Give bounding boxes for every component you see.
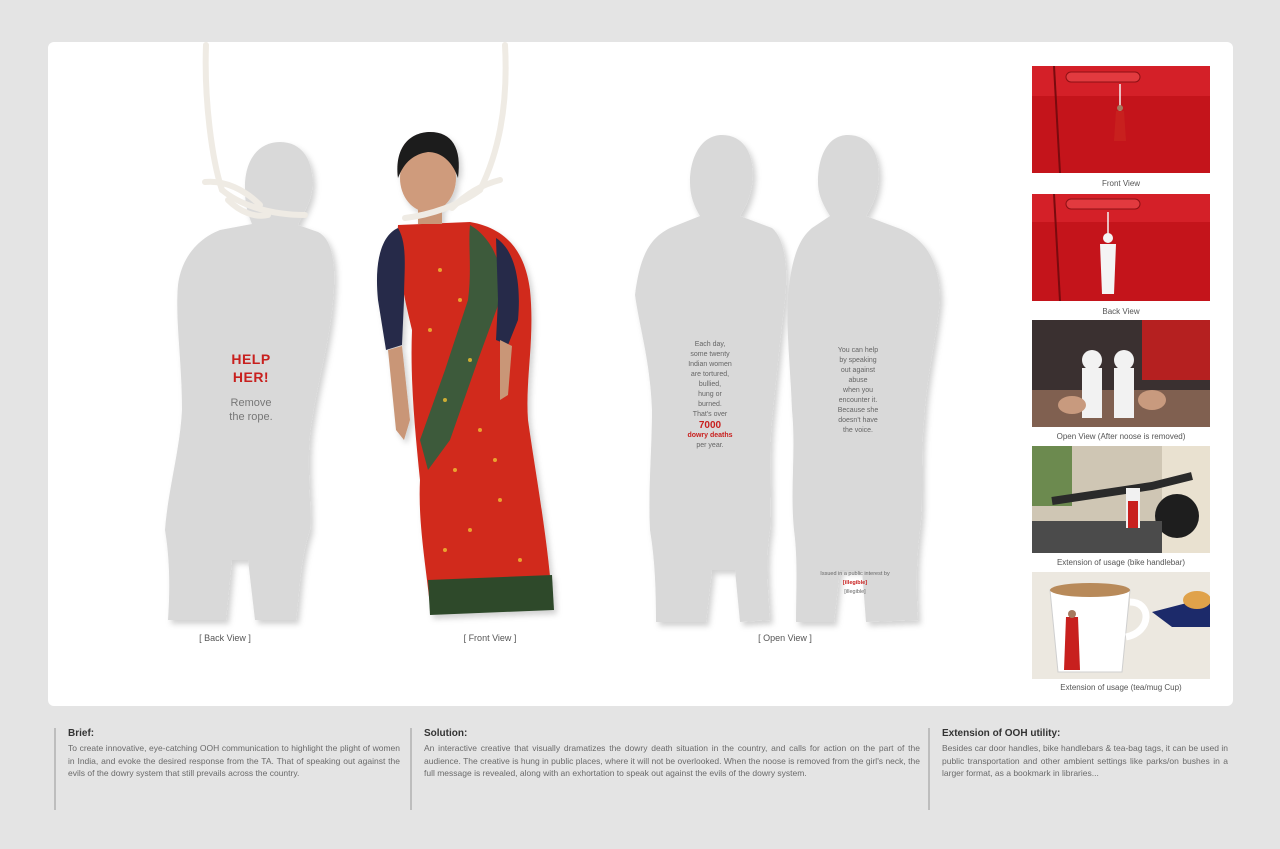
open-view-caption: [ Open View ] <box>758 633 812 643</box>
open-left-line: some twenty <box>690 351 730 358</box>
thumb-caption-open: Open View (After noose is removed) <box>1056 432 1186 441</box>
thumb-caption-cup: Extension of usage (tea/mug Cup) <box>1060 683 1182 692</box>
brief-title: Brief: <box>68 728 95 739</box>
thumb-open-view <box>1032 320 1210 427</box>
open-left-line: Each day, <box>694 341 726 348</box>
hands-open-tag-photo <box>1032 320 1210 427</box>
solution-text: An interactive creative that visually dramatizes the dowry death situation in the country, and calls for action on the part of the audience. The creative is hung in public places, where it will not be overlooked. When the noose is removed from the girl's neck, the full message is revealed, along with an exhortation to speak out against the evils of the dowry system. <box>424 743 920 778</box>
tea-cup-photo <box>1032 572 1210 679</box>
solution-section <box>410 728 920 810</box>
remove-instruction-2: the rope. <box>229 411 273 423</box>
open-right-line: You can help <box>837 347 879 354</box>
open-left-line: are tortured, <box>690 371 730 378</box>
stat-number: 7000 <box>698 420 722 431</box>
open-right-text <box>813 346 903 436</box>
thumb-bike-handlebar <box>1032 446 1210 553</box>
open-right-line: abuse <box>848 377 868 384</box>
extension-section <box>928 728 1228 810</box>
open-right-line: when you <box>843 387 873 394</box>
thumb-tea-cup <box>1032 572 1210 679</box>
back-tag-text <box>206 350 296 424</box>
car-door-back-photo <box>1032 194 1210 301</box>
stat-period: per year. <box>696 442 724 449</box>
extension-title: Extension of OOH utility: <box>942 728 1061 739</box>
brief-section <box>54 728 400 810</box>
thumb-caption-back: Back View <box>1102 307 1140 316</box>
footer-line-1: Issued in a public interest by <box>820 571 890 577</box>
car-door-red-photo <box>1032 66 1210 173</box>
footer-line-3: [illegible] <box>844 589 866 595</box>
open-left-line: burned. <box>698 401 722 408</box>
open-left-line: That's over <box>692 411 728 418</box>
open-right-line: out against <box>840 367 876 374</box>
open-left-line: bullied, <box>698 381 722 388</box>
open-right-line: by speaking <box>839 357 877 364</box>
remove-instruction-1: Remove <box>230 397 272 409</box>
extension-text: Besides car door handles, bike handlebars & tea-bag tags, it can be used in public transportation and other ambient settings like parks/on bushes in a larger format, as a bookmark in libraries... <box>942 743 1228 778</box>
front-view-woman <box>377 132 554 615</box>
thumb-caption-front: Front View <box>1101 179 1141 188</box>
open-left-text <box>665 340 755 451</box>
solution-title: Solution: <box>424 728 468 739</box>
thumb-caption-bike: Extension of usage (bike handlebar) <box>1056 558 1186 567</box>
footer-line-2: [illegible] <box>842 580 868 586</box>
open-left-line: Indian women <box>688 361 732 368</box>
open-right-line: encounter it. <box>838 397 878 404</box>
open-right-line: the voice. <box>843 427 873 434</box>
stat-label: dowry deaths <box>687 432 733 439</box>
help-headline-2: HER! <box>232 369 270 385</box>
help-headline-1: HELP <box>231 351 271 367</box>
back-view-caption: [ Back View ] <box>199 633 251 643</box>
bike-handlebar-photo <box>1032 446 1210 553</box>
open-left-line: hung or <box>698 391 722 398</box>
open-right-footer <box>800 570 910 597</box>
front-view-caption: [ Front View ] <box>463 633 517 643</box>
open-right-line: Because she <box>837 407 879 414</box>
open-right-line: doesn't have <box>838 417 878 424</box>
thumb-back-view <box>1032 194 1210 301</box>
brief-text: To create innovative, eye-catching OOH communication to highlight the plight of women in India, and evoke the desired response from the TA. That of speaking out against the evils of the dowry system that still prevails across the country. <box>68 743 400 778</box>
thumb-front-view <box>1032 66 1210 173</box>
